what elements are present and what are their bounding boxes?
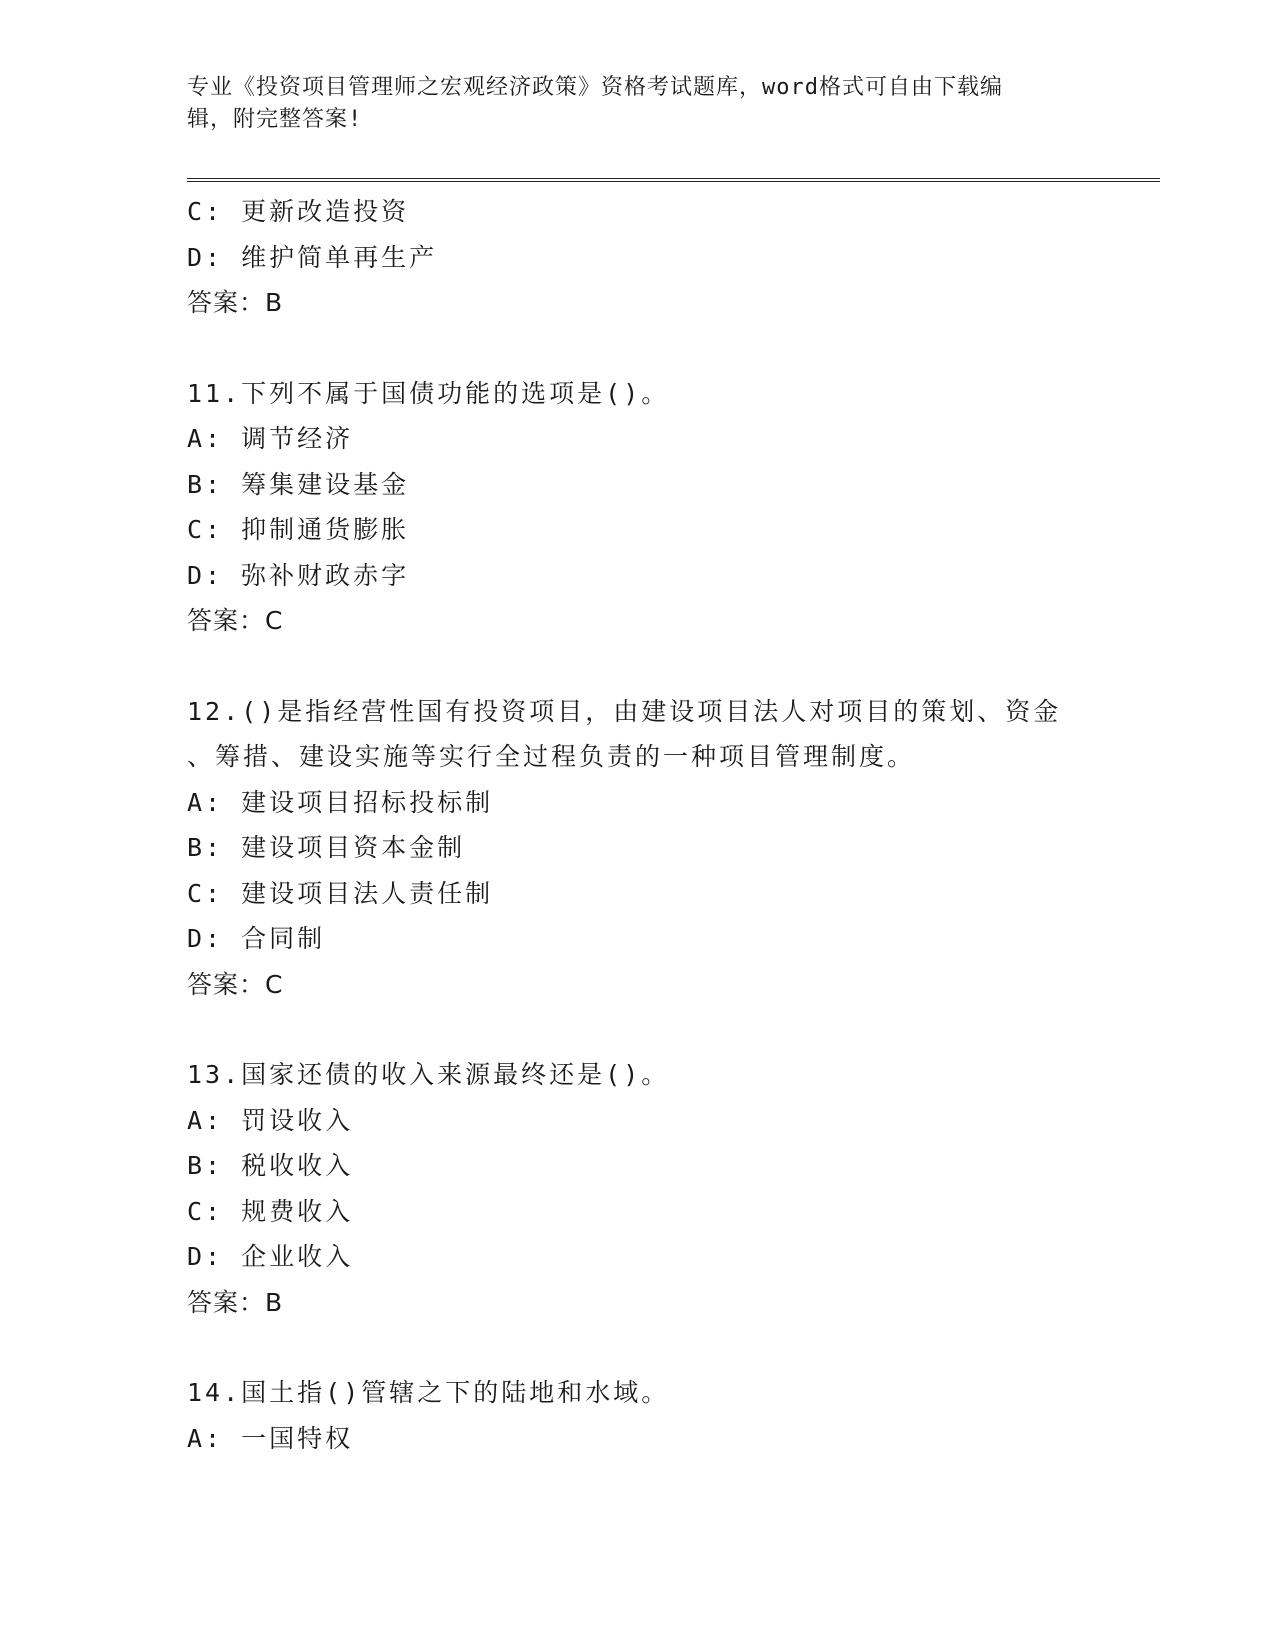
option-c: C: 抑制通货膨胀 <box>187 515 410 544</box>
option-c: C: 建设项目法人责任制 <box>187 878 494 908</box>
option-a: A: 罚设收入 <box>187 1105 354 1135</box>
question-13 <box>187 1052 1087 1325</box>
spacer <box>187 326 1087 371</box>
question-stem: 14.国土指()管辖之下的陆地和水域。 <box>187 1378 670 1407</box>
question-stem: 13.国家还债的收入来源最终还是()。 <box>187 1060 670 1089</box>
question-14 <box>187 1370 1087 1461</box>
answer-line: 答案：C <box>187 606 284 635</box>
question-10-tail <box>187 189 1087 326</box>
answer-line: 答案：C <box>187 969 284 999</box>
question-list <box>187 189 1087 1461</box>
option-b: B: 筹集建设基金 <box>187 469 410 499</box>
question-stem-continued: 、筹措、建设实施等实行全过程负责的一种项目管理制度。 <box>187 742 916 771</box>
question-12 <box>187 689 1087 1008</box>
question-stem: 11.下列不属于国债功能的选项是()。 <box>187 378 670 408</box>
option-d: D: 维护简单再生产 <box>187 242 438 272</box>
option-d: D: 合同制 <box>187 924 326 953</box>
header-double-rule <box>187 178 1160 182</box>
option-a: A: 建设项目招标投标制 <box>187 787 494 817</box>
option-a: A: 调节经济 <box>187 424 354 453</box>
option-a: A: 一国特权 <box>187 1423 354 1453</box>
option-c: C: 规费收入 <box>187 1196 354 1226</box>
answer-line: 答案：B <box>187 288 284 317</box>
header-line-2: 辑，附完整答案! <box>187 107 363 132</box>
option-b: B: 建设项目资本金制 <box>187 833 466 862</box>
document-header <box>187 72 1087 136</box>
option-d: D: 企业收入 <box>187 1242 354 1271</box>
answer-line: 答案：B <box>187 1287 284 1317</box>
option-c: C: 更新改造投资 <box>187 197 410 226</box>
spacer <box>187 1007 1087 1052</box>
header-line-1: 专业《投资项目管理师之宏观经济政策》资格考试题库，word格式可自由下载编 <box>187 75 1003 100</box>
spacer <box>187 1325 1087 1370</box>
spacer <box>187 644 1087 689</box>
question-11 <box>187 371 1087 644</box>
option-b: B: 税收收入 <box>187 1151 354 1180</box>
question-stem: 12.()是指经营性国有投资项目，由建设项目法人对项目的策划、资金 <box>187 696 1062 726</box>
option-d: D: 弥补财政赤字 <box>187 560 410 590</box>
